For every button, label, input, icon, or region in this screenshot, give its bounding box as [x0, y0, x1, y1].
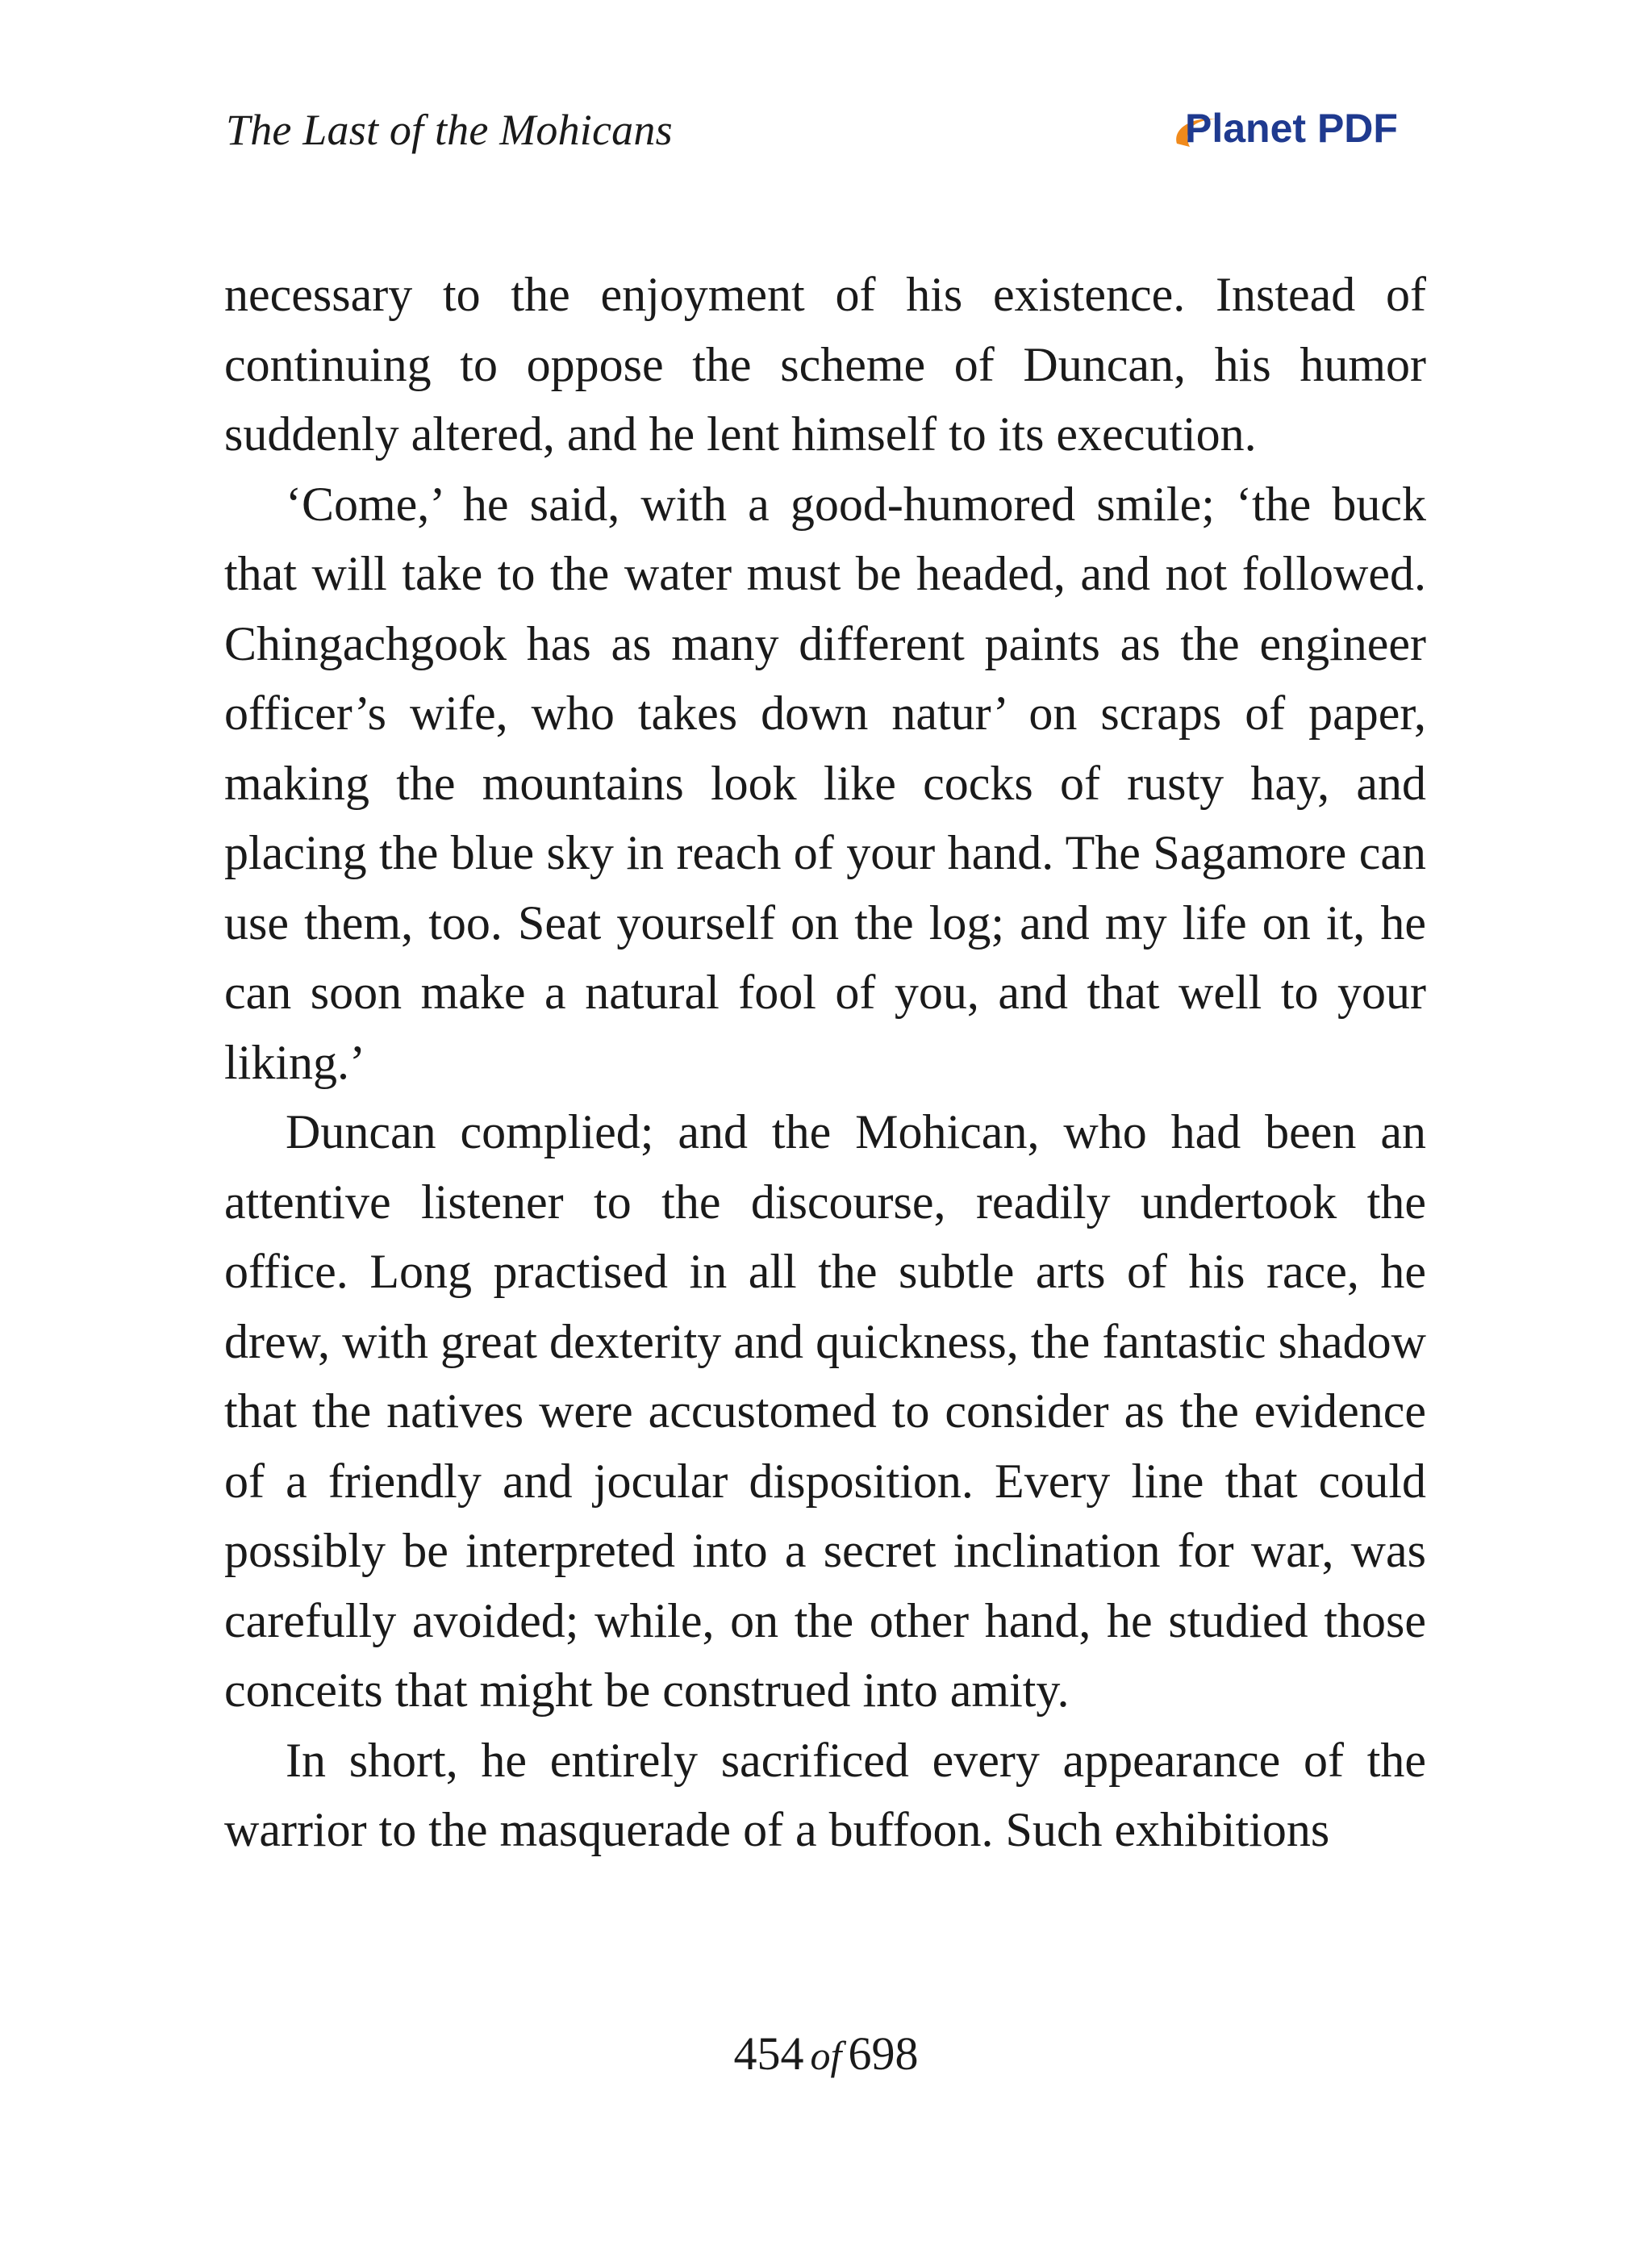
- paragraph: Duncan complied; and the Mohican, who had been an attentive listener to the discourse, readily undertook the office. Long practised in all the subtle arts of his race, he drew, with great dexterity and quickness, the fantastic shadow that the natives were accustomed to consider as the evidence of a friendly and jocular disposition. Every line that could possibly be interpreted into a secret inclination for war, was carefully avoided; while, on the other hand, he studied those conceits that might be construed into amity.: [224, 1105, 1426, 1717]
- svg-text:Planet PDF: Planet PDF: [1185, 106, 1398, 151]
- page-of-label: of: [810, 2033, 842, 2078]
- planet-pdf-logo: [1166, 102, 1432, 166]
- paragraph-continued: necessary to the enjoyment of his existence. Instead of continuing to oppose the scheme of Duncan, his humor suddenly altered, and he lent himself to its execution.: [224, 268, 1426, 461]
- total-page-count: 698: [848, 2027, 919, 2080]
- paragraph: ‘Come,’ he said, with a good-humored smile; ‘the buck that will take to the water must be headed, and not followed. Chingachgook has as many different paints as the engineer officer’s wife, who takes down natur’ on scraps of paper, making the mountains look like cocks of rusty hay, and placing the blue sky in reach of your hand. The Sagamore can use them, too. Seat yourself on the log; and my life on it, he can soon make a natural fool of you, and that well to your liking.’: [224, 477, 1426, 1089]
- page-number: [0, 2027, 1652, 2081]
- current-page-number: 454: [733, 2027, 804, 2080]
- body-text: [224, 260, 1426, 1865]
- running-header-title: The Last of the Mohicans: [226, 106, 673, 154]
- paragraph: In short, he entirely sacrificed every appearance of the warrior to the masquerade of a buffoon. Such exhibitions: [224, 1733, 1426, 1856]
